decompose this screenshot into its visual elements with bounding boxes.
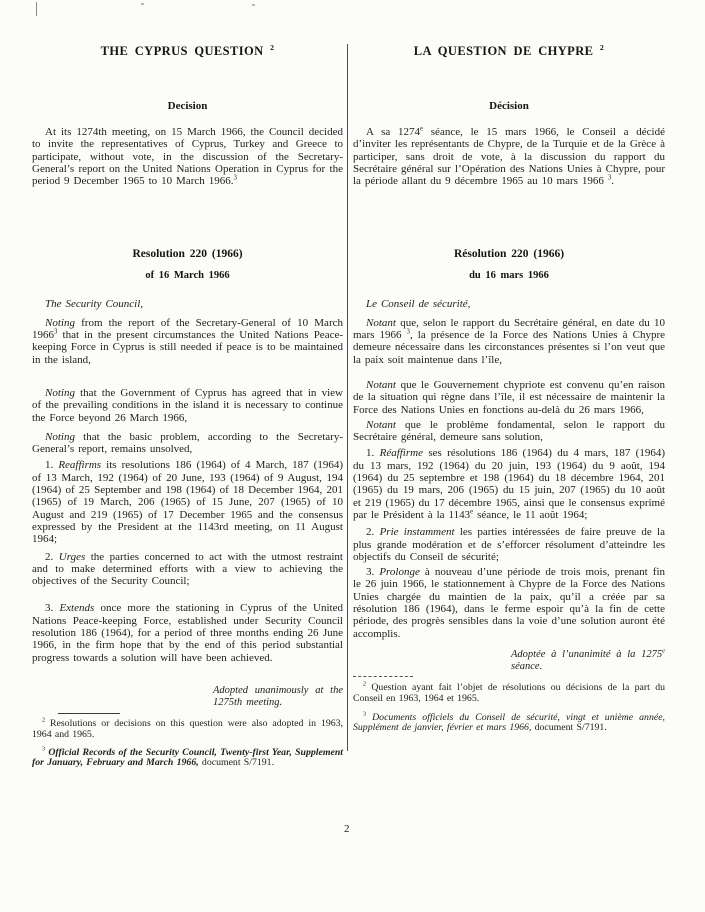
decision-paragraph-english: At its 1274th meeting, on 15 March 1966, the Council decided to invite the representatives of Cyprus, Turkey and Greece to participate, without vote, in the discussion of the Secretary-General’s report on the United Nations Operation in Cyprus for the period 9 December 1965 to 10 March 1966.$^3$	[32, 126, 343, 188]
footnote-3-english: $^3$ Official Records of the Security Council, Twenty-first Year, Supplement for January, February and March 1966, document S/7191.	[32, 746, 344, 769]
adoption-note-french: Adoptée à l’unanimité à la 1275e séance.	[511, 647, 665, 672]
resolution-heading-french: Résolution 220 (1966)	[453, 248, 565, 261]
noting-paragraph-1-english: Noting from the report of the Secretary-General of 10 March 1966$^3$ that in the present circumstances the United Nations Peace-keeping Force in Cyprus is still needed if peace is to be maintained in the island,	[32, 316, 343, 366]
noting-paragraph-1-french: Notant que, selon le rapport du Secrétaire général, en date du 10 mars 1966 $^3$, la présence de la Force des Nations Unies à Chypre demeure nécessaire dans les circonstances présentes si l’on veut que la paix soit maintenue dans l’île,	[353, 316, 665, 366]
noting-paragraph-3-english: Noting that the basic problem, according to the Secretary-General’s report, remains unsolved,	[32, 430, 343, 456]
resolution-date-english: of 16 March 1966	[145, 270, 230, 282]
section-title-french: LA QUESTION DE CHYPRE $^2$	[413, 42, 605, 58]
footnote-2-french: $^2$ Question ayant fait l’objet de résolutions ou décisions de la part du Conseil en 1963, 1964 et 1965.	[353, 681, 665, 704]
council-line-french: Le Conseil de sécurité,	[366, 298, 471, 311]
page-number: 2	[344, 823, 350, 835]
english-column	[32, 0, 343, 769]
operative-paragraph-2-french: 2. Prie instamment les parties intéressées de faire preuve de la plus grande modération et de s’efforcer résolument d’atteindre les objectifs du Conseil de sécurité;	[353, 526, 665, 563]
adoption-note-english: Adopted unanimously at the 1275th meeting.	[213, 684, 343, 708]
decision-heading-french: Décision	[489, 100, 529, 112]
noting-paragraph-2-french: Notant que le Gouvernement chypriote est convenu qu’en raison de la situation qui règne dans l’île, il est nécessaire de maintenir la Force des Nations Unies en fonctions au-delà du 26 mars 1966,	[353, 378, 665, 416]
footnote-rule-french	[353, 676, 413, 677]
resolution-date-french: du 16 mars 1966	[469, 270, 549, 282]
footnote-3-french: $^3$ Documents officiels du Conseil de sécurité, vingt et unième année, Supplément de janvier, février et mars 1966, document S/7191.	[353, 711, 666, 734]
footnote-2-english: $^2$ Resolutions or decisions on this question were also adopted in 1963, 1964 and 1965.	[32, 717, 343, 740]
operative-paragraph-2-english: 2. Urges the parties concerned to act with the utmost restraint and to make determined efforts with a view to achieving the objectives of the Security Council;	[32, 550, 343, 588]
operative-paragraph-1-french: 1. Réaffirme ses résolutions 186 (1964) du 4 mars, 187 (1964) du 13 mars, 192 (1964) du 20 juin, 193 (1964) du 9 août, 194 (1964) du 25 septembre et 198 (1964) du 18 décembre 1964, 201 (1965) du 19 mars, 206 (1965) du 15 juin, 207 (1965) du 10 août et 219 (1965) du 17 décembre 1965, ainsi que le consensus exprimé par le Président à la 1143e séance, le 11 août 1964;	[353, 447, 665, 521]
council-line-english: The Security Council,	[45, 298, 144, 311]
decision-paragraph-french: A sa 1274e séance, le 15 mars 1966, le Conseil a décidé d’inviter les représentants de Chypre, de la Turquie et de la Grèce à participer, sans droit de vote, à la discussion du rapport du Secrétaire général sur l’Opération des Nations Unies à Chypre, pour la période allant du 9 décembre 1965 au 10 mars 1966 $^3$.	[353, 125, 665, 188]
resolution-heading-english: Resolution 220 (1966)	[132, 248, 243, 261]
operative-paragraph-3-english: 3. Extends once more the stationing in Cyprus of the United Nations Peace-keeping Force, established under Security Council resolution 186 (1964), for a period of three months ending 26 June 1966, in the firm hope that by the end of this period substantial progress towards a solution will have been achieved.	[32, 602, 343, 664]
column-divider-rule	[347, 44, 348, 751]
decision-heading-english: Decision	[167, 100, 208, 112]
french-column	[353, 0, 665, 734]
section-title-english: THE CYPRUS QUESTION $^2$	[100, 42, 275, 58]
noting-paragraph-3-french: Notant que le problème fondamental, selon le rapport du Secrétaire général, demeure sans solution,	[353, 418, 665, 444]
operative-paragraph-1-english: 1. Reaffirms its resolutions 186 (1964) of 4 March, 187 (1964) of 13 March, 192 (1964) of 20 June, 193 (1964) of 9 August, 194 (1964) of 25 September and 198 (1964) of 18 December 1964, 201 (1965) of 19 March, 206 (1965) of 15 June, 207 (1965) of 10 August and 219 (1965) of 17 December 1965 and the consensus expressed by the President at the 1143rd meeting, on 11 August 1964;	[32, 459, 344, 546]
noting-paragraph-2-english: Noting that the Government of Cyprus has agreed that in view of the prevailing conditions in the island it is necessary to continue the Force beyond 26 March 1966,	[32, 386, 343, 424]
footnote-rule-english	[58, 713, 120, 714]
operative-paragraph-3-french: 3. Prolonge à nouveau d’une période de trois mois, prenant fin le 26 juin 1966, le stationnement à Chypre de la Force des Nations Unies chargée du maintien de la paix, qu’il a créée par sa résolution 186 (1964), dans le ferme espoir qu’à la fin de cette période, des progrès sensibles dans la voie d’une solution auront été accomplis.	[353, 566, 665, 640]
